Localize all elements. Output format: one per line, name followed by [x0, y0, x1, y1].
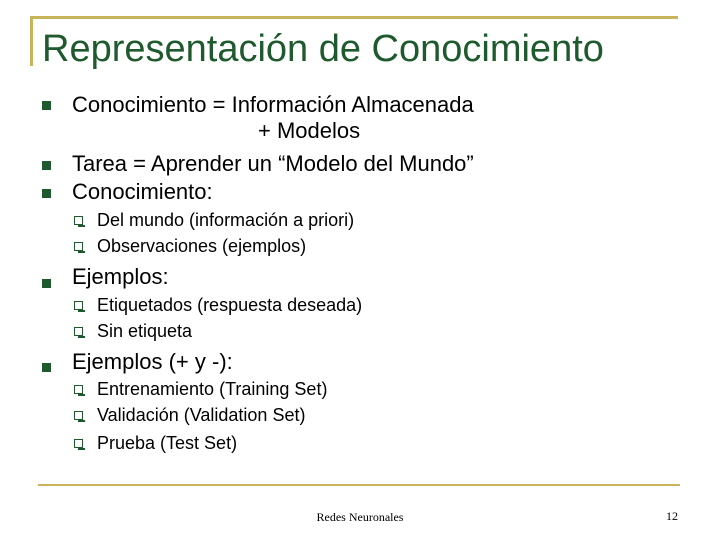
footer-course-name: Redes Neuronales [316, 510, 404, 524]
slide-title: Representación de Conocimiento [42, 28, 604, 70]
slide-number: 12 [666, 509, 678, 523]
bullet-3: Conocimiento: [72, 179, 213, 204]
sub-bullet-square-icon [74, 439, 83, 448]
bullet-5-sub-1: Entrenamiento (Training Set) [97, 379, 328, 399]
bullet-4-sub-2: Sin etiqueta [97, 321, 193, 341]
bullet-5: Ejemplos (+ y -): [72, 349, 233, 374]
footer-rule [38, 484, 680, 486]
sub-bullet-square-icon [74, 301, 83, 310]
bullet-square-icon [42, 363, 51, 372]
title-frame-left-rule [30, 16, 33, 66]
sub-bullet-square-icon [74, 327, 83, 336]
bullet-4-sub-1: Etiquetados (respuesta deseada) [97, 295, 363, 315]
sub-bullet-square-icon [74, 216, 83, 225]
bullet-square-icon [42, 161, 51, 170]
bullet-5-sub-2: Validación (Validation Set) [97, 405, 306, 425]
bullet-5-sub-3: Prueba (Test Set) [97, 433, 238, 453]
bullet-1-line-1: Conocimiento = Información Almacenada [72, 92, 474, 117]
sub-bullet-square-icon [74, 242, 83, 251]
bullet-square-icon [42, 189, 51, 198]
bullet-4: Ejemplos: [72, 264, 169, 289]
sub-bullet-square-icon [74, 411, 83, 420]
sub-bullet-square-icon [74, 385, 83, 394]
title-frame-top-rule [30, 16, 678, 19]
bullet-1-line-2: + Modelos [258, 118, 361, 143]
bullet-square-icon [42, 101, 51, 110]
bullet-3-sub-2: Observaciones (ejemplos) [97, 236, 307, 256]
bullet-square-icon [42, 279, 51, 288]
bullet-2: Tarea = Aprender un “Modelo del Mundo” [72, 151, 474, 176]
bullet-3-sub-1: Del mundo (información a priori) [97, 210, 355, 230]
